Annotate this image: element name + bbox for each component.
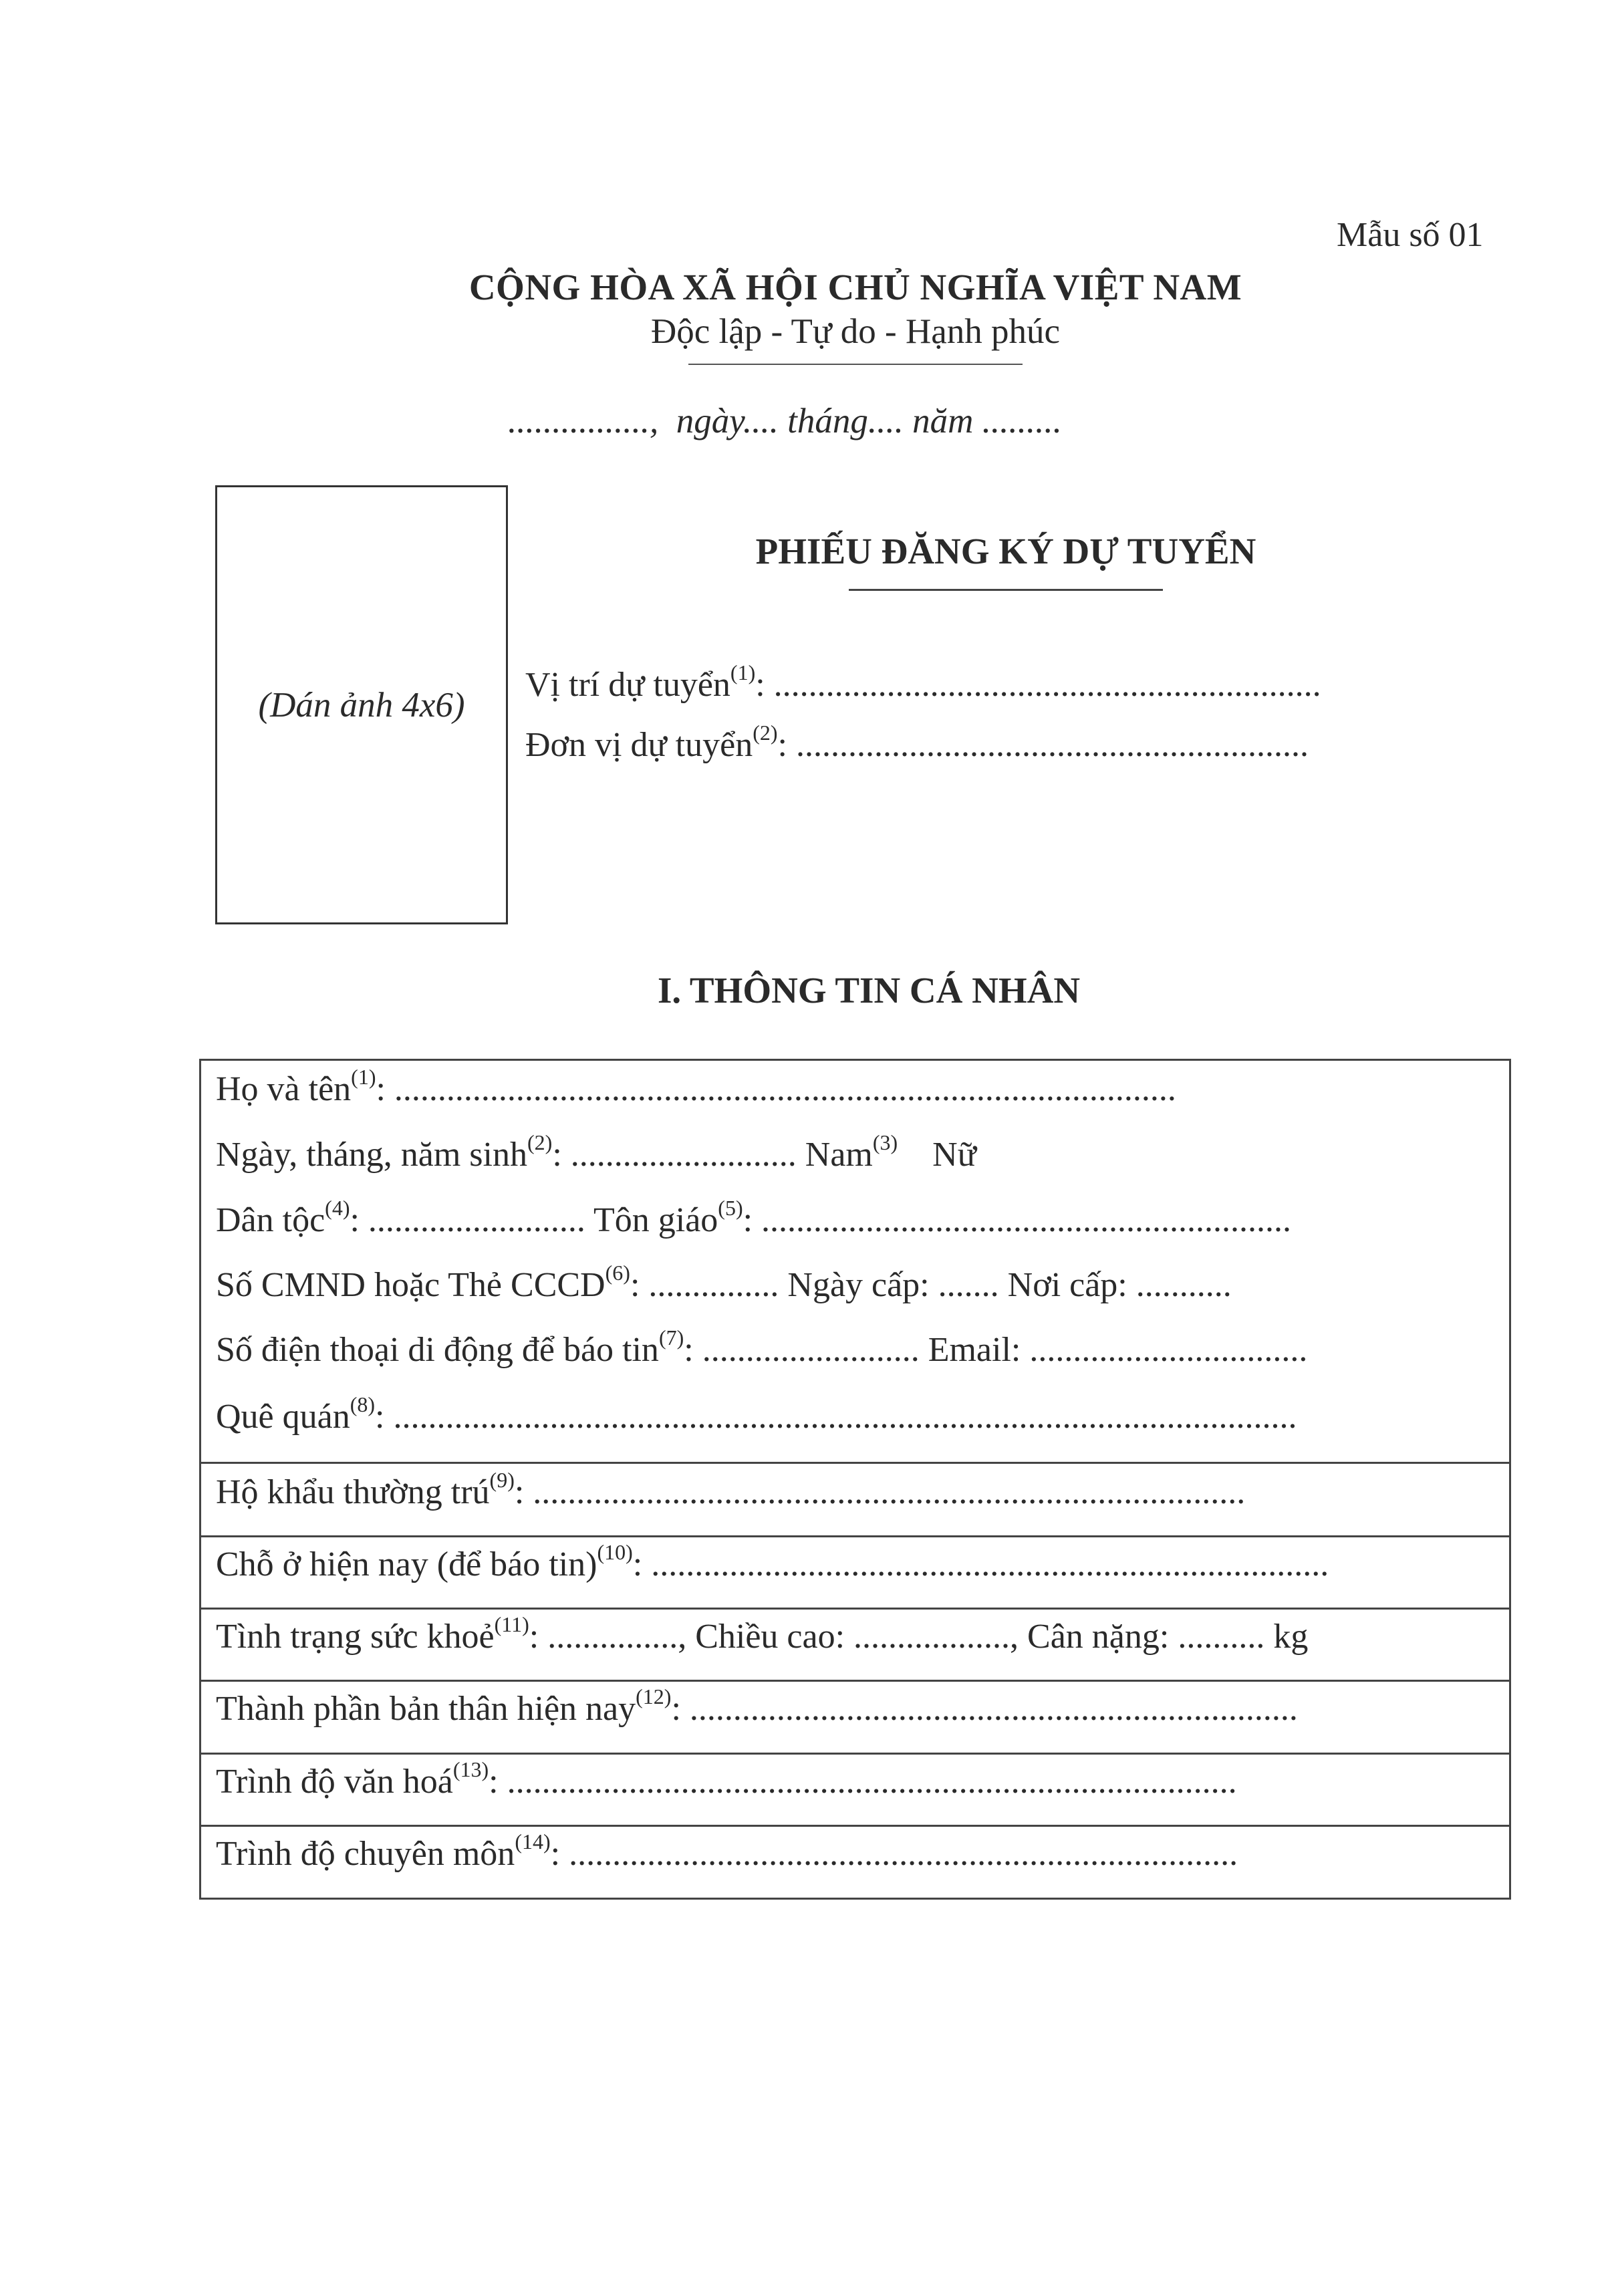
- position-field[interactable]: [525, 660, 1321, 705]
- phone-blank: : .........................: [684, 1331, 928, 1369]
- id-card-field[interactable]: [216, 1261, 1232, 1305]
- hometown-note: (8): [350, 1392, 376, 1416]
- dob-label: Ngày, tháng, năm sinh: [216, 1136, 527, 1174]
- qualification-note: (14): [515, 1829, 551, 1854]
- ethnicity-label: Dân tộc: [216, 1201, 325, 1239]
- row-divider: [199, 1753, 1511, 1755]
- full-name-blank: : ..........................................................................................: [376, 1070, 1176, 1108]
- gender-male-option[interactable]: Nam: [805, 1136, 873, 1174]
- health-note: (11): [494, 1612, 529, 1636]
- section-title: I. THÔNG TIN CÁ NHÂN: [657, 970, 1081, 1011]
- religion-blank: : .............................................................: [743, 1201, 1292, 1239]
- social-status-label: Thành phần bản thân hiện nay: [216, 1690, 636, 1728]
- row-divider: [199, 1462, 1511, 1464]
- health-blank: : ...............,: [529, 1618, 696, 1656]
- social-status-note: (12): [636, 1684, 672, 1708]
- hometown-field[interactable]: [216, 1392, 1297, 1436]
- education-label: Trình độ văn hoá: [216, 1763, 453, 1801]
- issue-place-field[interactable]: Nơi cấp: ...........: [1007, 1266, 1232, 1304]
- permanent-residence-blank: : ..................................................................................: [514, 1473, 1246, 1511]
- weight-field[interactable]: Cân nặng: .......... kg: [1027, 1618, 1309, 1656]
- gender-note: (3): [872, 1130, 898, 1154]
- dob-blank: : ..........................: [552, 1136, 805, 1174]
- id-card-label: Số CMND hoặc Thẻ CCCD: [216, 1266, 606, 1304]
- photo-label: (Dán ảnh 4x6): [258, 685, 465, 725]
- full-name-label: Họ và tên: [216, 1070, 352, 1108]
- row-divider: [199, 1535, 1511, 1537]
- position-note: (1): [730, 660, 756, 684]
- hometown-blank: : ........................................................................................................: [375, 1398, 1297, 1436]
- permanent-residence-note: (9): [489, 1468, 515, 1492]
- social-status-field[interactable]: [216, 1684, 1298, 1729]
- religion-label: Tôn giáo: [593, 1201, 718, 1239]
- phone-note: (7): [658, 1325, 684, 1350]
- health-label: Tình trạng sức khoẻ: [216, 1618, 495, 1656]
- health-field[interactable]: [216, 1612, 1309, 1656]
- phone-label: Số điện thoại di động để báo tin: [216, 1331, 659, 1369]
- qualification-field[interactable]: [216, 1829, 1238, 1874]
- religion-note: (5): [718, 1196, 743, 1220]
- current-address-blank: : ..............................................................................: [632, 1545, 1329, 1583]
- current-address-field[interactable]: [216, 1540, 1329, 1584]
- ethnicity-field[interactable]: [216, 1196, 1292, 1240]
- email-field[interactable]: Email: ................................: [928, 1331, 1308, 1369]
- education-note: (13): [452, 1757, 489, 1781]
- form-code: Mẫu số 01: [1337, 216, 1484, 254]
- unit-field[interactable]: [525, 721, 1309, 765]
- permanent-residence-label: Hộ khẩu thường trú: [216, 1473, 490, 1511]
- photo-placeholder: [215, 485, 508, 924]
- permanent-residence-field[interactable]: [216, 1468, 1246, 1512]
- national-name: CỘNG HÒA XÃ HỘI CHỦ NGHĨA VIỆT NAM: [468, 267, 1242, 307]
- row-divider: [199, 1608, 1511, 1610]
- current-address-note: (10): [597, 1540, 633, 1564]
- id-card-note: (6): [605, 1261, 630, 1285]
- position-label: Vị trí dự tuyển: [525, 666, 730, 704]
- phone-field[interactable]: [216, 1325, 1308, 1370]
- unit-label: Đơn vị dự tuyển: [525, 726, 753, 764]
- social-status-blank: : ......................................................................: [671, 1690, 1298, 1728]
- education-blank: : ....................................................................................: [489, 1763, 1237, 1801]
- national-motto: Độc lập - Tự do - Hạnh phúc: [650, 312, 1061, 351]
- row-divider: [199, 1680, 1511, 1682]
- gender-female-option[interactable]: Nữ: [932, 1136, 976, 1174]
- current-address-label: Chỗ ở hiện nay (để báo tin): [216, 1545, 597, 1583]
- dob-note: (2): [527, 1130, 553, 1154]
- full-name-field[interactable]: [216, 1065, 1176, 1109]
- title-underline: [849, 589, 1163, 591]
- row-divider: [199, 1825, 1511, 1827]
- unit-note: (2): [753, 721, 778, 745]
- unit-blank: : ...........................................................: [777, 726, 1309, 764]
- education-field[interactable]: [216, 1757, 1237, 1801]
- qualification-blank: : .............................................................................: [550, 1835, 1238, 1873]
- date-line: ................, ngày.... tháng.... năm .........: [508, 402, 1062, 440]
- id-card-blank: : ...............: [630, 1266, 788, 1304]
- dob-field[interactable]: [216, 1130, 976, 1174]
- ethnicity-blank: : .........................: [350, 1201, 593, 1239]
- height-field[interactable]: Chiều cao: ..................,: [695, 1618, 1028, 1656]
- form-title: PHIẾU ĐĂNG KÝ DỰ TUYỂN: [755, 531, 1256, 571]
- issue-date-field[interactable]: Ngày cấp: .......: [787, 1266, 1008, 1304]
- position-blank: : ...............................................................: [755, 666, 1321, 704]
- qualification-label: Trình độ chuyên môn: [216, 1835, 515, 1873]
- hometown-label: Quê quán: [216, 1398, 350, 1436]
- full-name-note: (1): [351, 1065, 376, 1089]
- ethnicity-note: (4): [325, 1196, 350, 1220]
- motto-underline: [688, 364, 1023, 365]
